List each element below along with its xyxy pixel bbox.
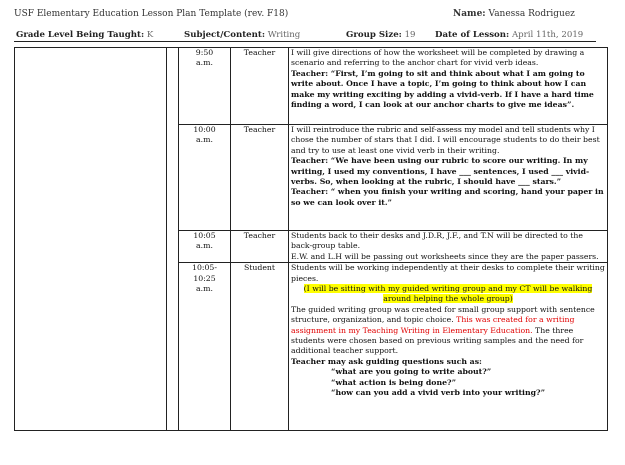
teacher-script: Teacher: “First, I’m going to sit and think about what I am going to write about. Once I have a topic, I’m going to think about how I can make my writing exciting by adding a vivid-verb. If I have a hard time finding a word, I can look at our anchor charts to give me ideas”. bbox=[291, 68, 594, 110]
time-label: 10:00 a.m. bbox=[193, 125, 216, 145]
activity-text: I will reintroduce the rubric and self-assess my model and tell students why I chose the number of stars that I did. I will encourage students to do their best and try to use at least one vivid verb in their writing. bbox=[291, 125, 600, 155]
name-value: Vanessa Rodriguez bbox=[488, 9, 575, 19]
who-label: Student bbox=[243, 263, 276, 273]
activity-text: Students back to their desks and J.D.R, J.F., and T.N will be directed to the back-group table. bbox=[291, 231, 583, 251]
time-label: 10:05- 10:25 a.m. bbox=[192, 263, 217, 294]
subject-value: Writing bbox=[267, 30, 301, 40]
activity-cell bbox=[289, 48, 608, 125]
grade-level bbox=[16, 30, 153, 41]
time-cell bbox=[179, 263, 231, 431]
group-value: 19 bbox=[404, 30, 416, 40]
who-cell bbox=[231, 263, 289, 431]
who-cell bbox=[231, 125, 289, 231]
template-title: USF Elementary Education Lesson Plan Template (rev. F18) bbox=[14, 9, 289, 19]
name-line bbox=[453, 9, 575, 20]
lesson-plan-table bbox=[14, 47, 608, 431]
time-label: 10:05 a.m. bbox=[193, 231, 216, 251]
group-size bbox=[346, 30, 416, 41]
highlight-text: (I will be sitting with my guided writing group and my CT will be walking around helping the whole group) bbox=[303, 284, 593, 304]
who-label: Teacher bbox=[243, 125, 276, 134]
time-cell bbox=[179, 125, 231, 231]
who-cell bbox=[231, 231, 289, 263]
grade-label: Grade Level Being Taught: bbox=[16, 30, 145, 40]
activity-text: E.W. and L.H will be passing out worksheets since they are the paper passers. bbox=[291, 251, 599, 261]
group-text-b: The three students were chosen based on previous writing samples and the need for additional teacher support. bbox=[291, 325, 584, 356]
lesson-date bbox=[435, 30, 583, 41]
guiding-question: “what action is being done?” bbox=[331, 377, 457, 387]
questions-intro: Teacher may ask guiding questions such as: bbox=[291, 356, 482, 366]
date-label: Date of Lesson: bbox=[435, 30, 510, 40]
table-row bbox=[15, 48, 608, 125]
time-cell bbox=[179, 231, 231, 263]
guiding-question: “how can you add a vivid verb into your writing?” bbox=[331, 388, 546, 398]
name-label: Name: bbox=[453, 9, 486, 19]
who-cell bbox=[231, 48, 289, 125]
activity-cell bbox=[289, 263, 608, 431]
activity-text: Students will be working independently at their desks to complete their writing pieces. bbox=[291, 263, 605, 283]
column-gap bbox=[167, 48, 179, 431]
highlighted-note bbox=[291, 284, 605, 305]
activity-text: I will give directions of how the worksheet will be completed by drawing a scenario and referring to the anchor chart for vivid verb ideas. bbox=[291, 48, 585, 68]
header-underline bbox=[14, 41, 596, 42]
time-cell bbox=[179, 48, 231, 125]
teacher-script: Teacher: “We have been using our rubric to score our writing. In my writing, I used my conventions, I have ___ sentences, I used ___ vivid-verbs. So, when looking at the rubric, I should have ___ stars.” bbox=[291, 156, 590, 187]
grade-value: K bbox=[146, 30, 154, 40]
guiding-question: “what are you going to write about?” bbox=[331, 367, 492, 377]
activity-cell bbox=[289, 125, 608, 231]
group-text-a: The guided writing group was created for small group support with sentence structure, organization, and topic choice. bbox=[291, 304, 595, 325]
group-description bbox=[291, 305, 605, 357]
who-label: Teacher bbox=[243, 231, 276, 240]
red-note: This was created for a writing assignment in my Teaching Writing in Elementary Education. bbox=[291, 315, 575, 335]
time-label: 9:50 a.m. bbox=[195, 48, 214, 68]
blank-column-cell bbox=[15, 48, 167, 431]
group-label: Group Size: bbox=[346, 30, 402, 40]
subject-label: Subject/Content: bbox=[184, 30, 266, 40]
subject-content bbox=[184, 30, 300, 41]
activity-cell bbox=[289, 231, 608, 263]
teacher-script: Teacher: “ when you finish your writing and scoring, hand your paper in so we can look over it.” bbox=[291, 187, 604, 207]
who-label: Teacher bbox=[243, 48, 276, 57]
date-value: April 11th, 2019 bbox=[511, 30, 584, 40]
